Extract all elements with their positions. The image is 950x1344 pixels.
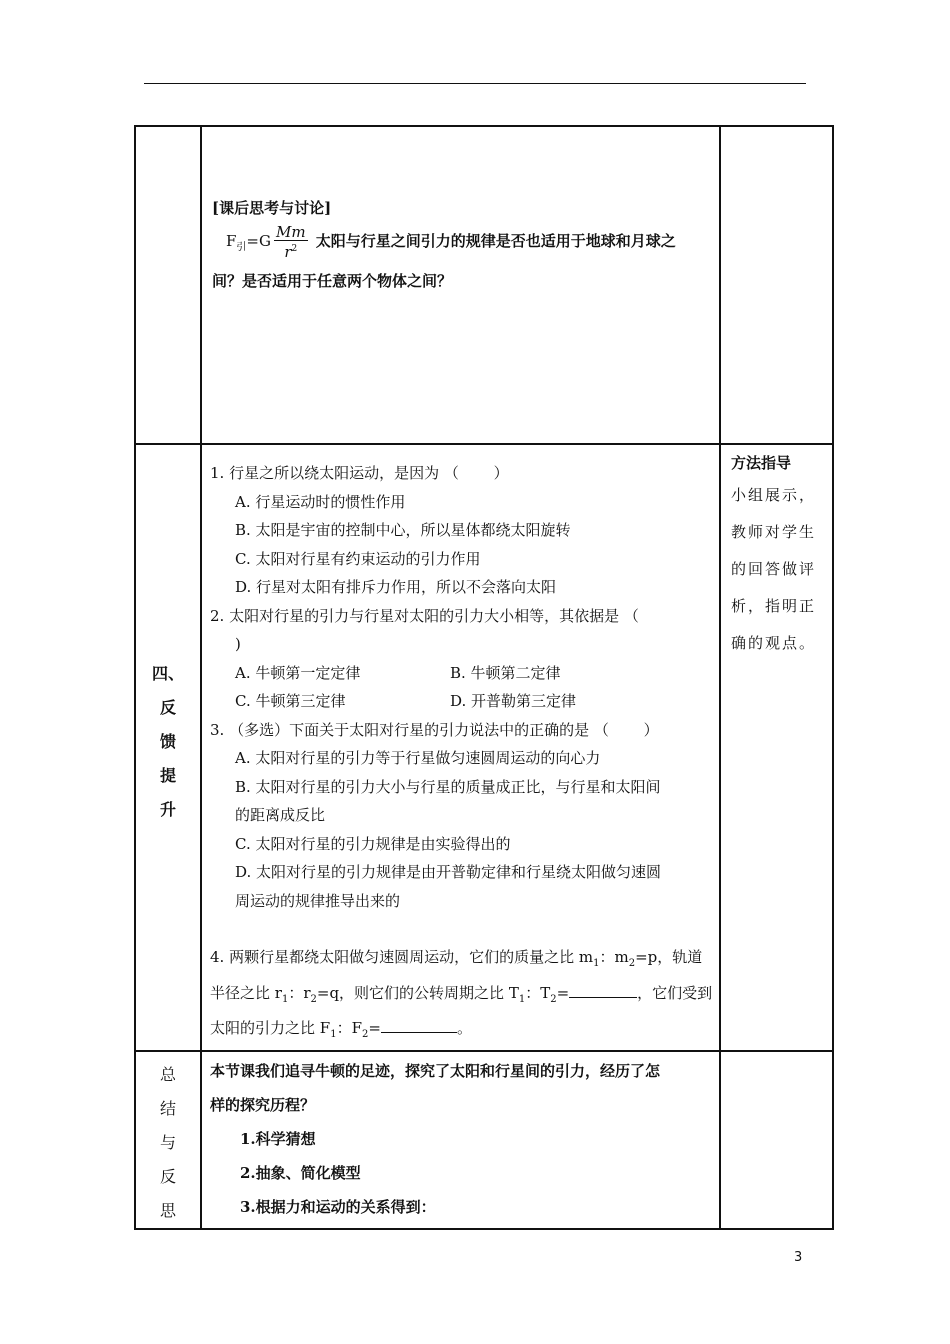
question-4: 4. 两颗行星都绕太阳做匀速圆周运动，它们的质量之比 $m_1$：$m_2=p$，轨道 [210, 948, 703, 969]
q2-options-row2 [202, 687, 719, 716]
discussion-row [135, 126, 833, 444]
q3-option-d-cont: 周运动的规律推导出来的 [235, 891, 401, 910]
summary-intro-cont: 样的探究历程？ [210, 1095, 316, 1114]
summary-content-cell [201, 1051, 720, 1229]
summary-item-3: 3.根据力和运动的关系得到： [240, 1197, 436, 1216]
summary-item-1: 1.科学猜想 [240, 1129, 316, 1148]
discussion-notes-cell [720, 126, 833, 444]
q2-option-b: B. 牛顿第二定律 [450, 663, 561, 682]
question-2-cont: ) [235, 635, 241, 653]
method-guidance-cell [720, 444, 833, 1051]
page-number: 3 [794, 1250, 803, 1265]
period-ratio-blank[interactable] [569, 997, 637, 998]
q3-option-d: D. 太阳对行星的引力规律是由开普勒定律和行星绕太阳做匀速圆 [235, 863, 662, 881]
lesson-table [134, 125, 834, 1230]
question-4-line3: 太阳的引力之比 $F_1$：$F_2=$ 。 [210, 1019, 472, 1040]
formula: $F_引=G$ $\frac{Mm}{r^2}$ [226, 223, 306, 261]
discussion-heading: [课后思考与讨论] [212, 199, 332, 217]
q2-options-row1 [202, 659, 719, 688]
q1-option-a: A. 行星运动时的惯性作用 [235, 492, 406, 511]
question-2: 2. 太阳对行星的引力与行星对太阳的引力大小相等，其依据是 （ [210, 606, 639, 625]
q3-option-b-cont: 的距离成反比 [235, 806, 326, 824]
summary-intro: 本节课我们追寻牛顿的足迹，探究了太阳和行星间的引力，经历了怎 [210, 1061, 661, 1080]
summary-item-2: 2.抽象、简化模型 [240, 1163, 361, 1182]
q3-option-c: C. 太阳对行星的引力规律是由实验得出的 [235, 834, 511, 853]
force-ratio-blank[interactable] [381, 1032, 457, 1033]
discussion-question: $F_引=G$ $\frac{Mm}{r^2}$ 太阳与行星之间引力的规律是否也适用于地球和月球之 [226, 223, 676, 261]
feedback-section-label: 四、 反 馈 提 升 [151, 664, 184, 819]
q1-option-c: C. 太阳对行星有约束运动的引力作用 [235, 549, 481, 568]
summary-section-label: 总 结 与 反 思 [159, 1064, 176, 1220]
feedback-content-cell [201, 444, 720, 1051]
discussion-content-cell [201, 126, 720, 444]
q2-option-c: C. 牛顿第三定律 [235, 692, 346, 710]
header-rule [144, 83, 806, 84]
discussion-label-cell [135, 126, 201, 444]
q1-option-d: D. 行星对太阳有排斥力作用，所以不会落向太阳 [235, 578, 557, 596]
method-title: 方法指导 [731, 454, 792, 472]
method-body: 小组展示，教师对学生的回答做评析，指明正确的观点。 [731, 486, 817, 652]
q1-option-b: B. 太阳是宇宙的控制中心，所以星体都绕太阳旋转 [235, 521, 571, 539]
feedback-label-cell [135, 444, 201, 1051]
summary-notes-cell [720, 1051, 833, 1229]
formula-fraction: $\frac{Mm}{r^2}$ [275, 223, 306, 261]
q3-option-b: B. 太阳对行星的引力大小与行星的质量成正比，与行星和太阳间 [235, 777, 661, 796]
question-1: 1. 行星之所以绕太阳运动，是因为 （ ） [210, 464, 509, 482]
question-4-line2: 半径之比 $r_1$：$r_2=q$，则它们的公转周期之比 $T_1$：$T_2=$ ，它们受到 [210, 983, 713, 1005]
question-3: 3. （多选）下面关于太阳对行星的引力说法中的正确的是 （ ） [210, 720, 659, 739]
feedback-row [135, 444, 833, 1051]
summary-row [135, 1051, 833, 1229]
discussion-question-cont: 间？是否适用于任意两个物体之间？ [212, 272, 453, 290]
q2-option-d: D. 开普勒第三定律 [450, 692, 577, 710]
q3-option-a: A. 太阳对行星的引力等于行星做匀速圆周运动的向心力 [235, 749, 601, 767]
q2-option-a: A. 牛顿第一定定律 [235, 663, 361, 682]
summary-label-cell [135, 1051, 201, 1229]
